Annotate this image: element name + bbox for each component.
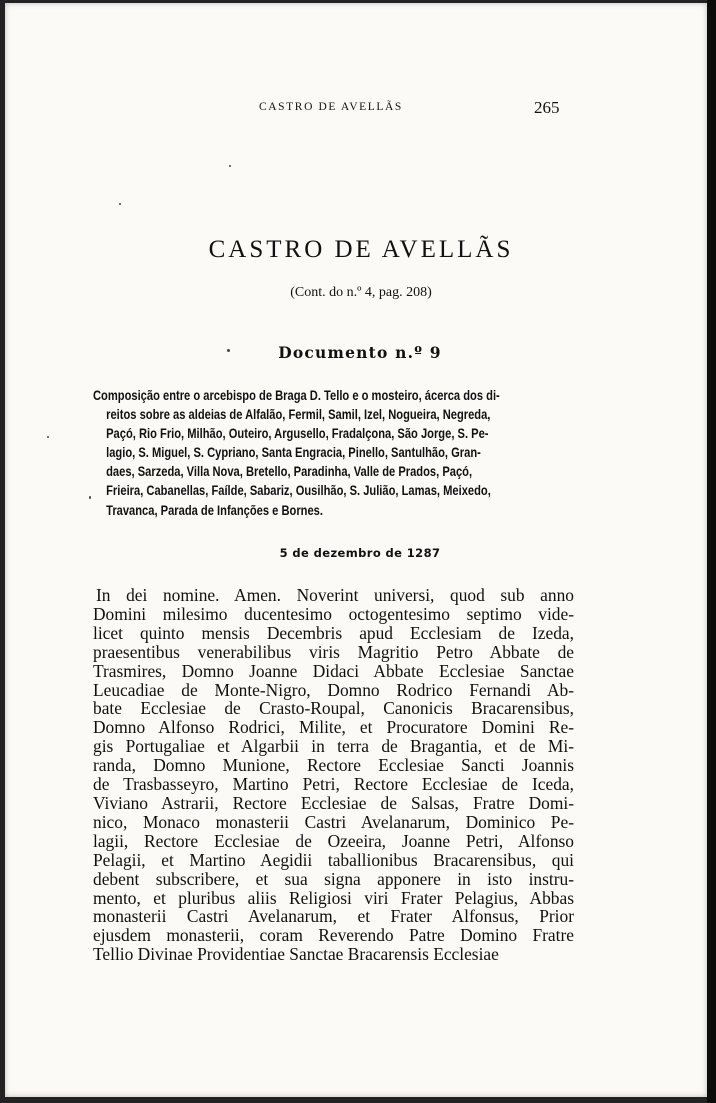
body-line: de Trasbasseyro, Martino Petri, Rectore Ecclesiae de Iceda, <box>93 774 574 795</box>
summary-line: lagio, S. Miguel, S. Cypriano, Santa Engracia, Pinello, Santulhão, Gran- <box>106 445 481 461</box>
body-line: nico, Monaco monasterii Castri Avelanarum, Dominico Pe- <box>93 811 574 832</box>
body-line: In dei nomine. Amen. Noverint universi, quod sub anno <box>96 585 574 605</box>
body-line: bate Ecclesiae de Crasto-Roupal, Canonicis Bracarensibus, <box>93 698 574 719</box>
ink-speck <box>89 496 91 499</box>
body-text <box>93 586 574 964</box>
summary-line: reitos sobre as aldeias de Alfalão, Fermil, Samil, Izel, Nogueira, Negreda, <box>106 407 491 423</box>
body-line: lagii, Rectore Ecclesiae de Ozeeira, Joanne Petri, Alfonso <box>93 830 574 851</box>
body-line: Tellio Divinae Providentiae Sanctae Bracarensis Ecclesiae <box>93 944 499 965</box>
body-line: praesentibus venerabilibus viris Magritio Petro Abbate de <box>93 641 574 662</box>
document-summary <box>93 386 500 520</box>
summary-line: Travanca, Parada de Infanções e Bornes. <box>106 502 323 518</box>
body-line: gis Portugaliae et Algarbii in terra de Bragantia, et de Mi- <box>93 736 574 757</box>
body-line: monasterii Castri Avelanarum, et Frater Alfonsus, Prior <box>93 906 574 927</box>
body-line: Trasmires, Domno Joanne Didaci Abbate Ecclesiae Sanctae <box>93 660 574 681</box>
page-title: CASTRO DE AVELLÃS <box>208 236 514 263</box>
body-line: Domini milesimo ducentesimo octogentesimo septimo vide- <box>93 603 574 624</box>
ink-speck <box>227 349 230 352</box>
continuation-note: (Cont. do n.º 4, pag. 208) <box>290 285 432 300</box>
scan-edge-right <box>707 0 716 1103</box>
body-line: Domno Alfonso Rodrici, Milite, et Procuratore Domini Re- <box>93 717 574 738</box>
body-line: Viviano Astrarii, Rectore Ecclesiae de Salsas, Fratre Domi- <box>93 792 574 813</box>
body-line: debent subscribere, et sua signa apponere in isto instru- <box>93 868 574 889</box>
document-heading: Documento n.º 9 <box>278 343 442 362</box>
summary-line: Composição entre o arcebispo de Braga D. Tello e o mosteiro, ácerca dos di- <box>93 388 500 403</box>
ink-speck <box>229 165 231 167</box>
body-line: mento, et pluribus aliis Religiosi viri Frater Pelagius, Abbas <box>93 887 574 908</box>
summary-line: Paçó, Rio Frio, Milhão, Outeiro, Argusello, Fradalçona, São Jorge, S. Pe- <box>106 426 489 442</box>
running-head: CASTRO DE AVELLÃS <box>259 101 403 113</box>
page-number: 265 <box>534 98 560 117</box>
document-date: 5 de dezembro de 1287 <box>279 546 441 560</box>
body-line: randa, Domno Munione, Rectore Ecclesiae Sancti Joannis <box>93 755 574 776</box>
body-line: Leucadiae de Monte-Nigro, Domno Rodrico Fernandi Ab- <box>93 679 574 700</box>
book-page <box>5 3 707 1097</box>
ink-speck <box>47 436 49 438</box>
ink-speck <box>119 203 121 205</box>
body-line: Pelagii, et Martino Aegidii taballionibus Bracarensibus, qui <box>93 849 574 870</box>
body-line: licet quinto mensis Decembris apud Ecclesiam de Izeda, <box>93 622 574 643</box>
summary-line: daes, Sarzeda, Villa Nova, Bretello, Paradinha, Valle de Prados, Paçó, <box>106 464 473 480</box>
body-line: ejusdem monasterii, coram Reverendo Patre Domino Fratre <box>93 925 574 946</box>
summary-line: Frieira, Cabanellas, Faílde, Sabariz, Ousilhão, S. Julião, Lamas, Meixedo, <box>106 483 491 499</box>
